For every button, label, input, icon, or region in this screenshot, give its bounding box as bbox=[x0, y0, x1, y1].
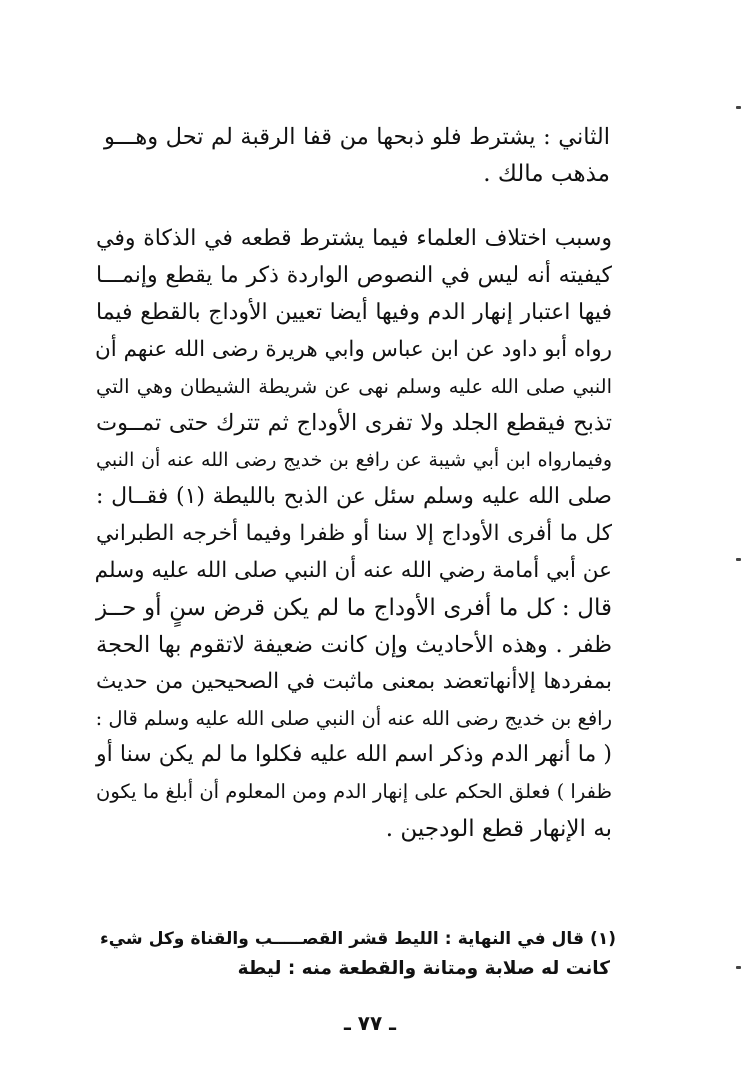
text-line: النبي صلى الله عليه وسلم نهى عن شريطة الشيطان وهي التي bbox=[96, 374, 612, 398]
footnote-line: (١) قال في النهاية : الليط قشر القصـــــب والقناة وكل شيء bbox=[100, 929, 616, 949]
text-line: ظفرا ) فعلق الحكم على إنهار الدم ومن المعلوم أن أبلغ ما يكون bbox=[96, 780, 612, 804]
scan-edge-mark bbox=[736, 106, 741, 109]
text-line: فيها اعتبار إنهار الدم وفيها أيضا تعيين الأوداج بالقطع فيما bbox=[96, 299, 612, 325]
text-line: رافع بن خديج رضى الله عنه أن النبي صلى الله عليه وسلم قال : bbox=[95, 706, 612, 730]
text-line: كل ما أفرى الأوداج إلا سنا أو ظفرا وفيما أخرجه الطبراني bbox=[96, 521, 612, 547]
footnote bbox=[100, 925, 616, 983]
text-line: قال : كل ما أفرى الأوداج ما لم يكن قرض سنٍ أو حــز bbox=[96, 594, 612, 621]
page-number: ـ ٧٧ ـ bbox=[343, 1011, 397, 1035]
text-line: وفيمارواه ابن أبي شيبة عن رافع بن خديج رضى الله عنه أن النبي bbox=[96, 449, 612, 472]
text-line: وسبب اختلاف العلماء فيما يشترط قطعه في الذكاة وفي bbox=[96, 226, 612, 251]
text-line: به الإنهار قطع الودجين . bbox=[385, 816, 612, 843]
text-line: صلى الله عليه وسلم سئل عن الذبح بالليطة (١) فقــال : bbox=[96, 484, 612, 510]
text-line: تذبح فيقطع الجلد ولا تفرى الأوداج ثم تترك حتى تمــوت bbox=[96, 410, 612, 437]
paragraph-second bbox=[96, 221, 612, 848]
footnote-line: كانت له صلابة ومتانة والقطعة منه : ليطة bbox=[237, 958, 610, 979]
text-line: رواه أبو داود عن ابن عباس وابي هريرة رضى الله عنهم أن bbox=[95, 336, 612, 362]
text-line: بمفردها إلاأنهاتعضد بمعنى ماثبت في الصحيحين من حديث bbox=[96, 668, 612, 694]
text-line: كيفيته أنه ليس في النصوص الواردة ذكر ما يقطع وإنمـــا bbox=[96, 262, 612, 288]
scan-edge-mark bbox=[736, 966, 741, 969]
text-line: الثاني : يشترط فلو ذبحها من قفا الرقبة لم تحل وهـــو bbox=[104, 124, 610, 150]
paragraph-first bbox=[104, 119, 610, 193]
scan-edge-mark bbox=[736, 558, 741, 561]
text-line: مذهب مالك . bbox=[483, 161, 610, 187]
text-line: ( ما أنهر الدم وذكر اسم الله عليه فكلوا ما لم يكن سنا أو bbox=[96, 742, 612, 768]
text-line: عن أبي أمامة رضي الله عنه أن النبي صلى الله عليه وسلم bbox=[94, 558, 612, 584]
text-line: ظفر . وهذه الأحاديث وإن كانت ضعيفة لاتقوم بها الحجة bbox=[96, 631, 612, 658]
